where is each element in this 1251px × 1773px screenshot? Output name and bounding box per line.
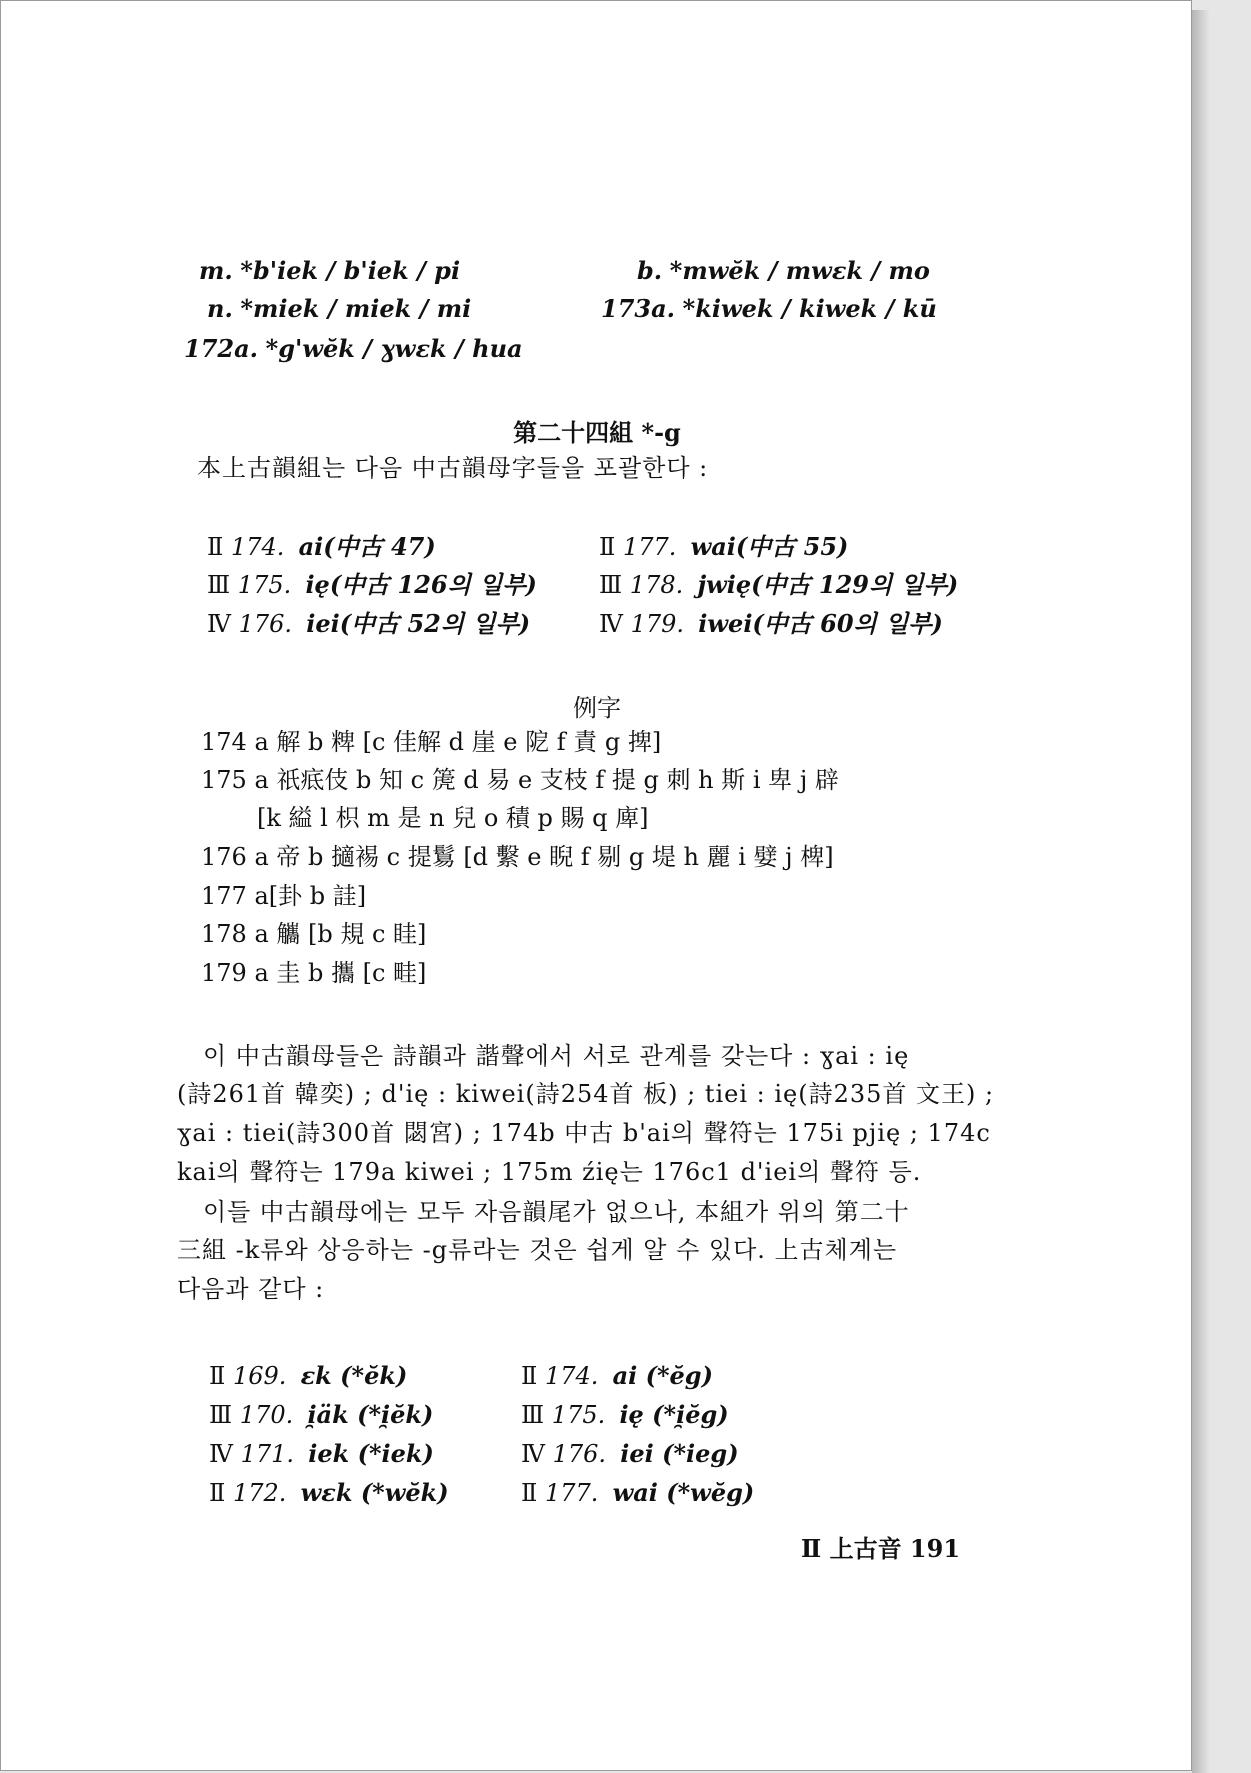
entry-172a	[184, 334, 523, 364]
entry-text: *mwĕk / mwɛk / mo	[669, 256, 930, 285]
final-number: 179.	[630, 610, 685, 638]
system-number: 176.	[552, 1440, 607, 1468]
division-numeral: Ⅱ	[209, 1479, 226, 1507]
example-line: 176 a 帝 b 擿裼 c 提鬄 [d 繫 e 睨 f 剔 g 堤 h 麗 i 嬖 j 椑]	[201, 843, 834, 871]
system-number: 171.	[240, 1440, 295, 1468]
division-numeral: Ⅲ	[521, 1401, 545, 1429]
division-numeral: Ⅲ	[207, 571, 231, 599]
page-folio: Ⅱ 上古音 191	[801, 1534, 961, 1563]
system-row	[209, 1400, 433, 1430]
final-text: ai(中古 47)	[298, 532, 436, 561]
system-row	[521, 1478, 754, 1508]
final-text: iei(中古 52의 일부)	[306, 609, 531, 638]
system-row	[209, 1478, 449, 1508]
division-numeral: Ⅱ	[521, 1479, 538, 1507]
final-number: 175.	[237, 571, 292, 599]
paragraph-line: 이 中古韻母들은 詩韻과 諧聲에서 서로 관계를 갖는다 : ɣai : ię	[203, 1042, 910, 1070]
division-numeral: Ⅱ	[521, 1362, 538, 1390]
group-title: 第二十四組 *-g	[513, 418, 681, 447]
division-numeral: Ⅱ	[207, 533, 224, 561]
system-text: iei (*ieg)	[620, 1439, 739, 1468]
final-text: ię(中古 126의 일부)	[305, 570, 537, 599]
final-175	[207, 570, 537, 600]
example-line: 178 a 觿 [b 規 c 眭]	[201, 920, 427, 948]
example-line: 177 a[卦 b 詿]	[201, 882, 367, 910]
paragraph-line: 三組 -k류와 상응하는 -g류라는 것은 쉽게 알 수 있다. 上古체계는	[177, 1236, 898, 1264]
system-number: 172.	[232, 1479, 287, 1507]
division-numeral: Ⅱ	[209, 1362, 226, 1390]
final-text: jwię(中古 129의 일부)	[697, 570, 959, 599]
entry-label: m.	[199, 256, 233, 285]
division-numeral: Ⅳ	[521, 1440, 545, 1468]
system-number: 175.	[551, 1401, 606, 1429]
entry-text: *miek / miek / mi	[240, 294, 472, 323]
system-row	[209, 1361, 407, 1391]
system-text: ɛk (*ĕk)	[300, 1361, 408, 1390]
final-176	[207, 609, 530, 639]
example-line: [k 縊 l 枳 m 是 n 兒 o 積 p 賜 q 庳]	[257, 804, 649, 832]
paragraph-line: 이들 中古韻母에는 모두 자음韻尾가 없으나, 本組가 위의 第二十	[203, 1198, 910, 1226]
paragraph-line: kai의 聲符는 179a kiwei ; 175m źię는 176c1 d'iei의 聲符 등.	[177, 1158, 922, 1186]
intro-text: 本上古韻組는 다음 中古韻母字들을 포괄한다 :	[197, 454, 709, 482]
system-number: 174.	[544, 1362, 599, 1390]
system-row	[521, 1361, 713, 1391]
system-text: ię (*i̯ĕg)	[619, 1400, 729, 1429]
final-177	[599, 532, 848, 562]
division-numeral: Ⅳ	[207, 610, 231, 638]
example-line: 179 a 圭 b 攜 [c 畦]	[201, 959, 427, 987]
final-174	[207, 532, 436, 562]
final-text: wai(中古 55)	[690, 532, 849, 561]
example-line: 175 a 祇疷伎 b 知 c 箎 d 易 e 支枝 f 提 g 刺 h 斯 i 卑 j 辟	[201, 766, 839, 794]
system-text: ai (*ĕg)	[612, 1361, 713, 1390]
entry-text: *b'iek / b'iek / pi	[240, 256, 461, 285]
system-number: 170.	[239, 1401, 294, 1429]
examples-title: 例字	[573, 694, 621, 722]
final-number: 176.	[238, 610, 293, 638]
system-number: 177.	[544, 1479, 599, 1507]
entry-n	[207, 294, 471, 324]
system-text: wɛk (*wĕk)	[300, 1478, 449, 1507]
entry-label: n.	[207, 294, 233, 323]
division-numeral: Ⅳ	[599, 610, 623, 638]
system-text: wai (*wĕg)	[612, 1478, 755, 1507]
final-number: 178.	[629, 571, 684, 599]
entry-label: 173a.	[601, 294, 676, 323]
example-line: 174 a 解 b 粺 [c 佳解 d 崖 e 阸 f 責 g 捭]	[201, 728, 662, 756]
division-numeral: Ⅲ	[209, 1401, 233, 1429]
final-178	[599, 570, 958, 600]
final-number: 174.	[230, 533, 285, 561]
final-number: 177.	[622, 533, 677, 561]
system-row	[521, 1439, 739, 1469]
entry-173a	[601, 294, 937, 324]
entry-m	[199, 256, 460, 286]
system-number: 169.	[232, 1362, 287, 1390]
paragraph-line: ɣai : tiei(詩300首 閟宮) ; 174b 中古 b'ai의 聲符는 175i pjię ; 174c	[177, 1119, 991, 1147]
system-text: i̯äk (*i̯ĕk)	[307, 1400, 434, 1429]
system-text: iek (*iek)	[308, 1439, 434, 1468]
entry-label: 172a.	[184, 334, 259, 363]
final-179	[599, 609, 943, 639]
system-row	[521, 1400, 729, 1430]
division-numeral: Ⅱ	[599, 533, 616, 561]
entry-text: *kiwek / kiwek / kū	[682, 294, 937, 323]
division-numeral: Ⅲ	[599, 571, 623, 599]
system-row	[209, 1439, 434, 1469]
paragraph-line: 다음과 같다 :	[177, 1275, 325, 1303]
paragraph-line: (詩261首 韓奕) ; d'ię : kiwei(詩254首 板) ; tiei : ię(詩235首 文王) ;	[177, 1080, 995, 1108]
division-numeral: Ⅳ	[209, 1440, 233, 1468]
final-text: iwei(中古 60의 일부)	[698, 609, 943, 638]
entry-text: *g'wĕk / ɣwɛk / hua	[265, 334, 523, 363]
page-shadow	[1192, 10, 1210, 1773]
entry-label: b.	[637, 256, 663, 285]
entry-b	[637, 256, 930, 286]
